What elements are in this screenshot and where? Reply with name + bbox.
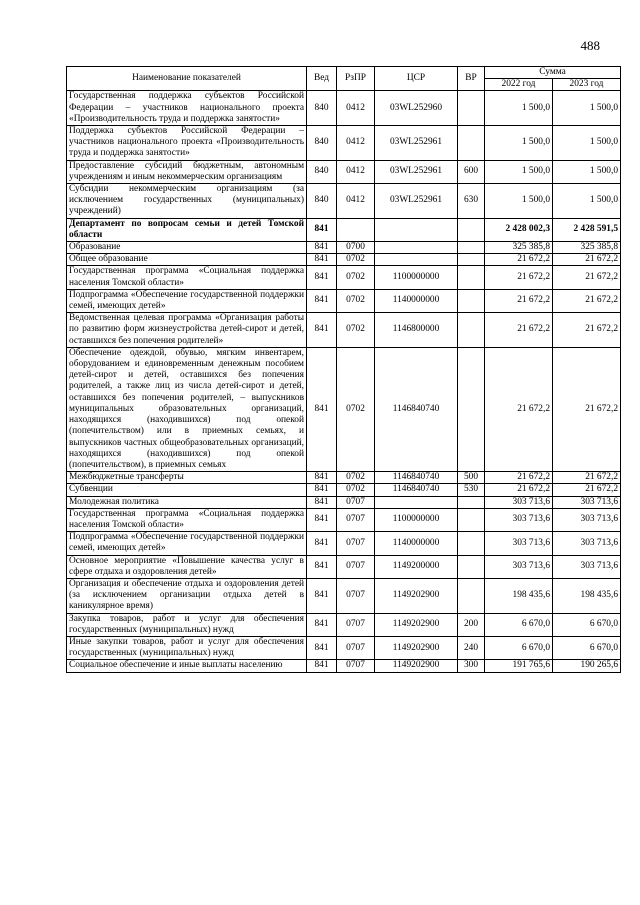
- row-rzpr-cell: 0700: [337, 242, 375, 254]
- row-rzpr-cell: 0707: [337, 660, 375, 672]
- row-rzpr-cell: 0412: [337, 91, 375, 126]
- table-row: [67, 266, 621, 289]
- row-csr-cell: 1149202900: [375, 636, 458, 659]
- table-row: [67, 347, 621, 471]
- row-ved-cell: 841: [307, 613, 337, 636]
- row-rzpr-cell: 0702: [337, 472, 375, 484]
- row-2022-value-cell: 21 672,2: [485, 484, 553, 496]
- row-ved-cell: 840: [307, 126, 337, 161]
- row-2022-value-cell: 21 672,2: [485, 347, 553, 471]
- row-vr-cell: 240: [458, 636, 485, 659]
- row-csr-cell: 1140000000: [375, 289, 458, 312]
- row-2022-value-cell: 303 713,6: [485, 508, 553, 531]
- row-name-cell: Закупка товаров, работ и услуг для обеспечения государственных (муниципальных) нужд: [67, 613, 307, 636]
- row-rzpr-cell: 0702: [337, 289, 375, 312]
- row-ved-cell: 841: [307, 636, 337, 659]
- row-2022-value-cell: 198 435,6: [485, 578, 553, 613]
- table-row: [67, 484, 621, 496]
- row-2022-value-cell: 325 385,8: [485, 242, 553, 254]
- row-csr-cell: 1100000000: [375, 266, 458, 289]
- header-vr: ВР: [458, 67, 485, 91]
- table-row: [67, 555, 621, 578]
- row-2022-value-cell: 303 713,6: [485, 555, 553, 578]
- row-csr-cell: 1149200000: [375, 555, 458, 578]
- row-ved-cell: 841: [307, 242, 337, 254]
- row-2023-value-cell: 21 672,2: [553, 484, 621, 496]
- row-2023-value-cell: 21 672,2: [553, 289, 621, 312]
- table-row: [67, 218, 621, 241]
- table-row: [67, 160, 621, 183]
- row-csr-cell: 1146840740: [375, 484, 458, 496]
- header-rzpr: РзПР: [337, 67, 375, 91]
- row-csr-cell: 1100000000: [375, 508, 458, 531]
- row-csr-cell: 1149202900: [375, 613, 458, 636]
- row-csr-cell: [375, 254, 458, 266]
- row-name-cell: Подпрограмма «Обеспечение государственной поддержки семей, имеющих детей»: [67, 532, 307, 555]
- budget-table: [66, 66, 621, 673]
- row-ved-cell: 841: [307, 496, 337, 508]
- header-name: Наименование показателей: [67, 67, 307, 91]
- table-row: [67, 613, 621, 636]
- row-vr-cell: [458, 289, 485, 312]
- row-2023-value-cell: 21 672,2: [553, 347, 621, 471]
- row-csr-cell: 03WL252961: [375, 126, 458, 161]
- row-2023-value-cell: 6 670,0: [553, 613, 621, 636]
- row-vr-cell: 530: [458, 484, 485, 496]
- row-name-cell: Предоставление субсидий бюджетным, автономным учреждениям и иным некоммерческим организациям: [67, 160, 307, 183]
- row-name-cell: Субсидии некоммерческим организациям (за исключением государственных (муниципальных) учреждений): [67, 184, 307, 219]
- row-ved-cell: 841: [307, 532, 337, 555]
- row-rzpr-cell: 0702: [337, 347, 375, 471]
- row-ved-cell: 841: [307, 266, 337, 289]
- row-vr-cell: [458, 347, 485, 471]
- row-name-cell: Поддержка субъектов Российской Федерации – участников национального проекта «Производительность труда и поддержка занятости»: [67, 126, 307, 161]
- table-row: [67, 578, 621, 613]
- row-rzpr-cell: 0707: [337, 578, 375, 613]
- row-ved-cell: 841: [307, 508, 337, 531]
- row-rzpr-cell: [337, 218, 375, 241]
- row-2023-value-cell: 1 500,0: [553, 91, 621, 126]
- row-rzpr-cell: 0702: [337, 254, 375, 266]
- row-ved-cell: 841: [307, 660, 337, 672]
- row-name-cell: Межбюджетные трансферты: [67, 472, 307, 484]
- row-name-cell: Подпрограмма «Обеспечение государственной поддержки семей, имеющих детей»: [67, 289, 307, 312]
- row-2023-value-cell: 325 385,8: [553, 242, 621, 254]
- table-row: [67, 184, 621, 219]
- row-2022-value-cell: 6 670,0: [485, 613, 553, 636]
- row-csr-cell: 03WL252961: [375, 184, 458, 219]
- table-row: [67, 508, 621, 531]
- row-2022-value-cell: 1 500,0: [485, 160, 553, 183]
- row-csr-cell: 03WL252960: [375, 91, 458, 126]
- row-name-cell: Обеспечение одеждой, обувью, мягким инвентарем, оборудованием и единовременным денежным пособием детей-сирот и детей, оставшихся без попечения родителей, а также лиц из числа детей-сирот и детей, оставшихся без попечения родителей, – выпускников муниципальных образовательных организаций, находящихся (находившихся) под опекой (попечительством) или в приемных семьях, и выпускников частных общеобразовательных организаций, находящихся (находившихся) под опекой (попечительством), в приемных семьях: [67, 347, 307, 471]
- row-vr-cell: 500: [458, 472, 485, 484]
- row-ved-cell: 840: [307, 184, 337, 219]
- row-2022-value-cell: 303 713,6: [485, 532, 553, 555]
- row-rzpr-cell: 0707: [337, 636, 375, 659]
- row-name-cell: Образование: [67, 242, 307, 254]
- row-ved-cell: 841: [307, 578, 337, 613]
- row-name-cell: Государственная программа «Социальная поддержка населения Томской области»: [67, 266, 307, 289]
- row-rzpr-cell: 0702: [337, 266, 375, 289]
- row-rzpr-cell: 0707: [337, 555, 375, 578]
- row-csr-cell: [375, 242, 458, 254]
- row-csr-cell: 1149202900: [375, 660, 458, 672]
- row-csr-cell: 1146840740: [375, 472, 458, 484]
- row-2023-value-cell: 198 435,6: [553, 578, 621, 613]
- row-vr-cell: [458, 126, 485, 161]
- row-2023-value-cell: 21 672,2: [553, 254, 621, 266]
- row-vr-cell: [458, 242, 485, 254]
- row-ved-cell: 840: [307, 91, 337, 126]
- row-vr-cell: [458, 532, 485, 555]
- table-body: [67, 91, 621, 672]
- row-csr-cell: 1146840740: [375, 347, 458, 471]
- row-2023-value-cell: 303 713,6: [553, 555, 621, 578]
- table-header: [67, 67, 621, 91]
- row-vr-cell: [458, 578, 485, 613]
- row-2022-value-cell: 21 672,2: [485, 266, 553, 289]
- row-vr-cell: [458, 254, 485, 266]
- row-vr-cell: [458, 218, 485, 241]
- row-csr-cell: 1146800000: [375, 313, 458, 348]
- row-vr-cell: [458, 266, 485, 289]
- table-row: [67, 126, 621, 161]
- row-name-cell: Организация и обеспечение отдыха и оздоровления детей (за исключением организации отдыха детей в каникулярное время): [67, 578, 307, 613]
- row-2023-value-cell: 1 500,0: [553, 184, 621, 219]
- row-ved-cell: 841: [307, 313, 337, 348]
- row-csr-cell: 1140000000: [375, 532, 458, 555]
- table-row: [67, 91, 621, 126]
- row-vr-cell: [458, 313, 485, 348]
- header-year-2022: 2022 год: [485, 79, 553, 91]
- row-rzpr-cell: 0412: [337, 126, 375, 161]
- row-csr-cell: 03WL252961: [375, 160, 458, 183]
- row-rzpr-cell: 0412: [337, 160, 375, 183]
- row-ved-cell: 841: [307, 289, 337, 312]
- row-csr-cell: [375, 496, 458, 508]
- row-2023-value-cell: 190 265,6: [553, 660, 621, 672]
- row-ved-cell: 841: [307, 254, 337, 266]
- row-rzpr-cell: 0707: [337, 613, 375, 636]
- row-vr-cell: [458, 555, 485, 578]
- row-name-cell: Ведомственная целевая программа «Организация работы по развитию форм жизнеустройства детей-сирот и детей, оставшихся без попечения родителей»: [67, 313, 307, 348]
- row-2022-value-cell: 6 670,0: [485, 636, 553, 659]
- row-name-cell: Государственная поддержка субъектов Российской Федерации – участников национального проекта «Производительность труда и поддержка занятости»: [67, 91, 307, 126]
- table-row: [67, 636, 621, 659]
- row-ved-cell: 841: [307, 472, 337, 484]
- row-vr-cell: 200: [458, 613, 485, 636]
- row-vr-cell: 300: [458, 660, 485, 672]
- row-2022-value-cell: 21 672,2: [485, 289, 553, 312]
- row-name-cell: Молодежная политика: [67, 496, 307, 508]
- row-name-cell: Иные закупки товаров, работ и услуг для обеспечения государственных (муниципальных) нужд: [67, 636, 307, 659]
- row-2022-value-cell: 2 428 002,3: [485, 218, 553, 241]
- row-ved-cell: 841: [307, 555, 337, 578]
- row-2023-value-cell: 6 670,0: [553, 636, 621, 659]
- row-vr-cell: 600: [458, 160, 485, 183]
- table-row: [67, 496, 621, 508]
- row-2022-value-cell: 1 500,0: [485, 91, 553, 126]
- row-name-cell: Департамент по вопросам семьи и детей Томской области: [67, 218, 307, 241]
- row-2023-value-cell: 21 672,2: [553, 266, 621, 289]
- table-row: [67, 242, 621, 254]
- row-2022-value-cell: 303 713,6: [485, 496, 553, 508]
- row-2022-value-cell: 191 765,6: [485, 660, 553, 672]
- row-csr-cell: [375, 218, 458, 241]
- row-2023-value-cell: 1 500,0: [553, 126, 621, 161]
- row-2023-value-cell: 21 672,2: [553, 313, 621, 348]
- row-vr-cell: [458, 508, 485, 531]
- row-rzpr-cell: 0707: [337, 508, 375, 531]
- row-2022-value-cell: 1 500,0: [485, 126, 553, 161]
- table-row: [67, 660, 621, 672]
- row-rzpr-cell: 0707: [337, 496, 375, 508]
- header-ved: Вед: [307, 67, 337, 91]
- row-csr-cell: 1149202900: [375, 578, 458, 613]
- row-2023-value-cell: 2 428 591,5: [553, 218, 621, 241]
- row-2022-value-cell: 21 672,2: [485, 313, 553, 348]
- header-csr: ЦСР: [375, 67, 458, 91]
- table-row: [67, 289, 621, 312]
- row-rzpr-cell: 0702: [337, 484, 375, 496]
- row-name-cell: Государственная программа «Социальная поддержка населения Томской области»: [67, 508, 307, 531]
- row-2023-value-cell: 303 713,6: [553, 532, 621, 555]
- row-ved-cell: 840: [307, 160, 337, 183]
- header-sum: Сумма: [485, 67, 621, 79]
- row-name-cell: Общее образование: [67, 254, 307, 266]
- row-ved-cell: 841: [307, 347, 337, 471]
- row-name-cell: Социальное обеспечение и иные выплаты населению: [67, 660, 307, 672]
- row-2022-value-cell: 1 500,0: [485, 184, 553, 219]
- row-ved-cell: 841: [307, 484, 337, 496]
- row-rzpr-cell: 0707: [337, 532, 375, 555]
- row-2022-value-cell: 21 672,2: [485, 472, 553, 484]
- row-vr-cell: [458, 496, 485, 508]
- row-vr-cell: 630: [458, 184, 485, 219]
- row-2023-value-cell: 21 672,2: [553, 472, 621, 484]
- row-ved-cell: 841: [307, 218, 337, 241]
- row-2023-value-cell: 303 713,6: [553, 496, 621, 508]
- row-vr-cell: [458, 91, 485, 126]
- row-rzpr-cell: 0412: [337, 184, 375, 219]
- row-2023-value-cell: 1 500,0: [553, 160, 621, 183]
- row-name-cell: Субвенции: [67, 484, 307, 496]
- row-name-cell: Основное мероприятие «Повышение качества услуг в сфере отдыха и оздоровления детей»: [67, 555, 307, 578]
- page-number: 488: [580, 38, 600, 53]
- table-row: [67, 532, 621, 555]
- row-rzpr-cell: 0702: [337, 313, 375, 348]
- header-year-2023: 2023 год: [553, 79, 621, 91]
- row-2023-value-cell: 303 713,6: [553, 508, 621, 531]
- table-row: [67, 254, 621, 266]
- table-row: [67, 472, 621, 484]
- row-2022-value-cell: 21 672,2: [485, 254, 553, 266]
- table-row: [67, 313, 621, 348]
